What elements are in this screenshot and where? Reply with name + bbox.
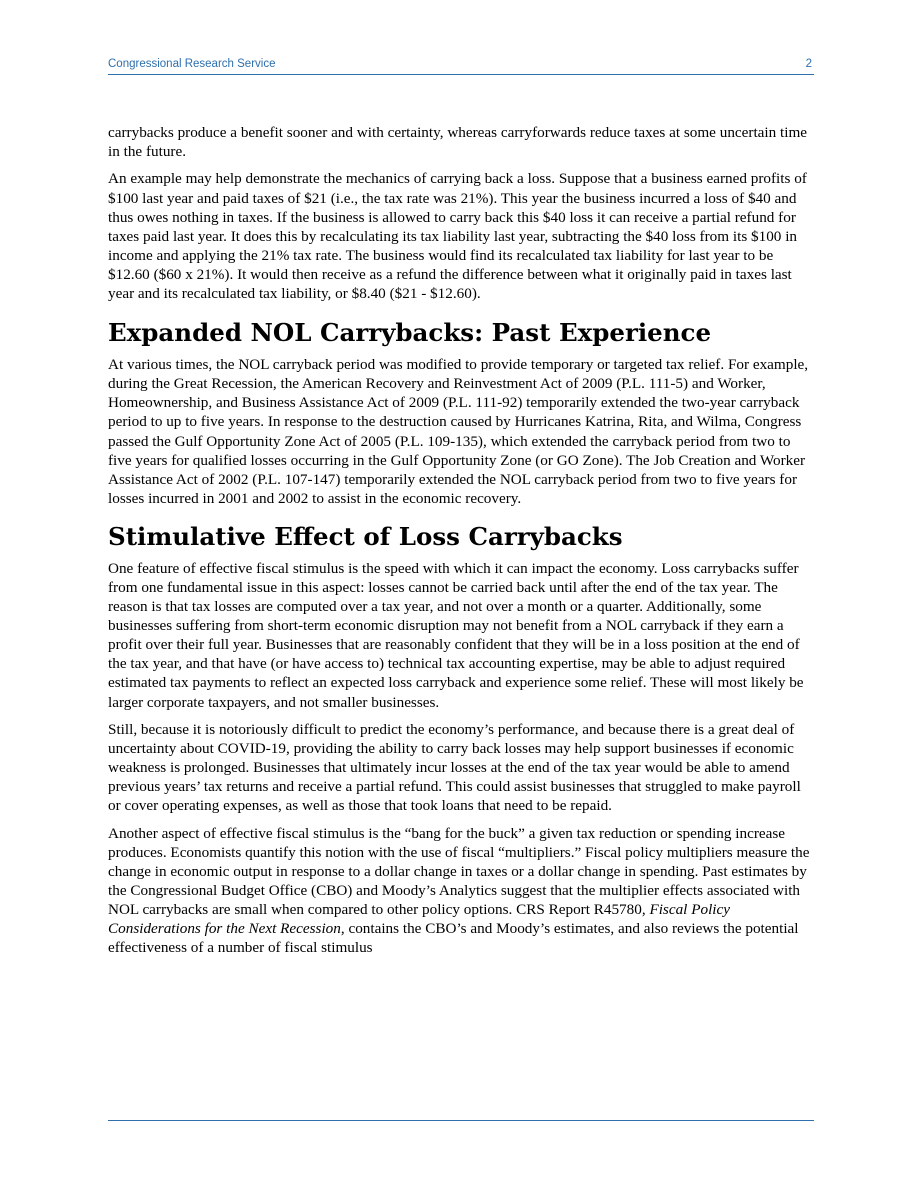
document-body bbox=[108, 123, 814, 966]
section-heading: Expanded NOL Carrybacks: Past Experience bbox=[108, 318, 712, 348]
paragraph-text: Another aspect of effective fiscal stimulus is the “bang for the buck” a given tax reduction or spending increase produces. Economists quantify this notion with the use of fiscal “multipliers.” Fiscal policy multipliers measure the change in economic output in response to a dollar change in taxes or a dollar change in spending. Past estimates by the Congressional Budget Office (CBO) and Moody’s Analytics suggest that the multiplier effects associated with NOL carrybacks are small when compared to other policy options. CRS Report R45780, bbox=[108, 824, 810, 919]
paragraph-text: , contains the CBO’s and Moody’s estimates, and also reviews the potential effectiveness of a number of fiscal stimulus bbox=[108, 920, 799, 957]
paragraph: An example may help demonstrate the mechanics of carrying back a loss. Suppose that a business earned profits of $100 last year and paid taxes of $21 (i.e., the tax rate was 21%). This year the business incurred a loss of $40 and thus owes nothing in taxes. If the business is allowed to carry back this $40 loss it can receive a partial refund for taxes paid last year. It does this by recalculating its tax liability last year, subtracting the $40 loss from its $100 in income and applying the 21% tax rate. The business would find its recalculated tax liability for last year to be $12.60 ($60 x 21%). It would then receive as a refund the difference between what it originally paid in taxes last year and its recalculated tax liability, or $8.40 ($21 - $12.60). bbox=[108, 170, 807, 303]
section-heading: Stimulative Effect of Loss Carrybacks bbox=[108, 521, 623, 551]
page-header bbox=[108, 58, 814, 75]
paragraph bbox=[108, 824, 814, 958]
paragraph: At various times, the NOL carryback period was modified to provide temporary or targeted tax relief. For example, during the Great Recession, the American Recovery and Reinvestment Act of 2009 (P.L. 111-5) and Worker, Homeownership, and Business Assistance Act of 2009 (P.L. 111-92) temporarily extended the two-year carryback period to up to five years. In response to the destruction caused by Hurricanes Katrina, Rita, and Wilma, Congress passed the Gulf Opportunity Zone Act of 2005 (P.L. 109-135), which extended the carryback period from two to five years for qualified losses occurring in the Gulf Opportunity Zone (or GO Zone). The Job Creation and Worker Assistance Act of 2002 (P.L. 107-147) temporarily extended the NOL carryback period from two to five years for losses incurred in 2001 and 2002 to assist in the economic recovery. bbox=[108, 356, 809, 507]
paragraph: One feature of effective fiscal stimulus is the speed with which it can impact the economy. Loss carrybacks suffer from one fundamental issue in this aspect: losses cannot be carried back until after the end of the tax year. The reason is that tax losses are computed over a tax year, and not over a month or a quarter. Additionally, some businesses suffering from short-term economic disruption may not benefit from a NOL carryback if they earn a profit over their full year. Businesses that are reasonably confident that they will be in a loss position at the end of the tax year, and that have (or have access to) technical tax accounting expertise, may be able to adjust required estimated tax payments to reflect an expected loss carryback and experience some relief. These will most likely be larger corporate taxpayers, and not smaller businesses. bbox=[108, 559, 804, 711]
header-source: Congressional Research Service bbox=[108, 58, 276, 70]
paragraph: carrybacks produce a benefit sooner and with certainty, whereas carryforwards reduce taxes at some uncertain time in the future. bbox=[108, 124, 808, 161]
paragraph: Still, because it is notoriously difficult to predict the economy’s performance, and because there is a great deal of uncertainty about COVID-19, providing the ability to carry back losses may help support businesses if economic weakness is prolonged. Businesses that ultimately incur losses at the end of the tax year would be able to amend previous years’ tax returns and receive a partial refund. This could assist businesses that struggled to make payroll or cover operating expenses, as well as those that took loans that need to be repaid. bbox=[108, 720, 801, 815]
report-title: Fiscal Policy Considerations for the Next Recession bbox=[108, 901, 730, 938]
footer-rule bbox=[108, 1120, 814, 1121]
page-number: 2 bbox=[805, 58, 812, 70]
